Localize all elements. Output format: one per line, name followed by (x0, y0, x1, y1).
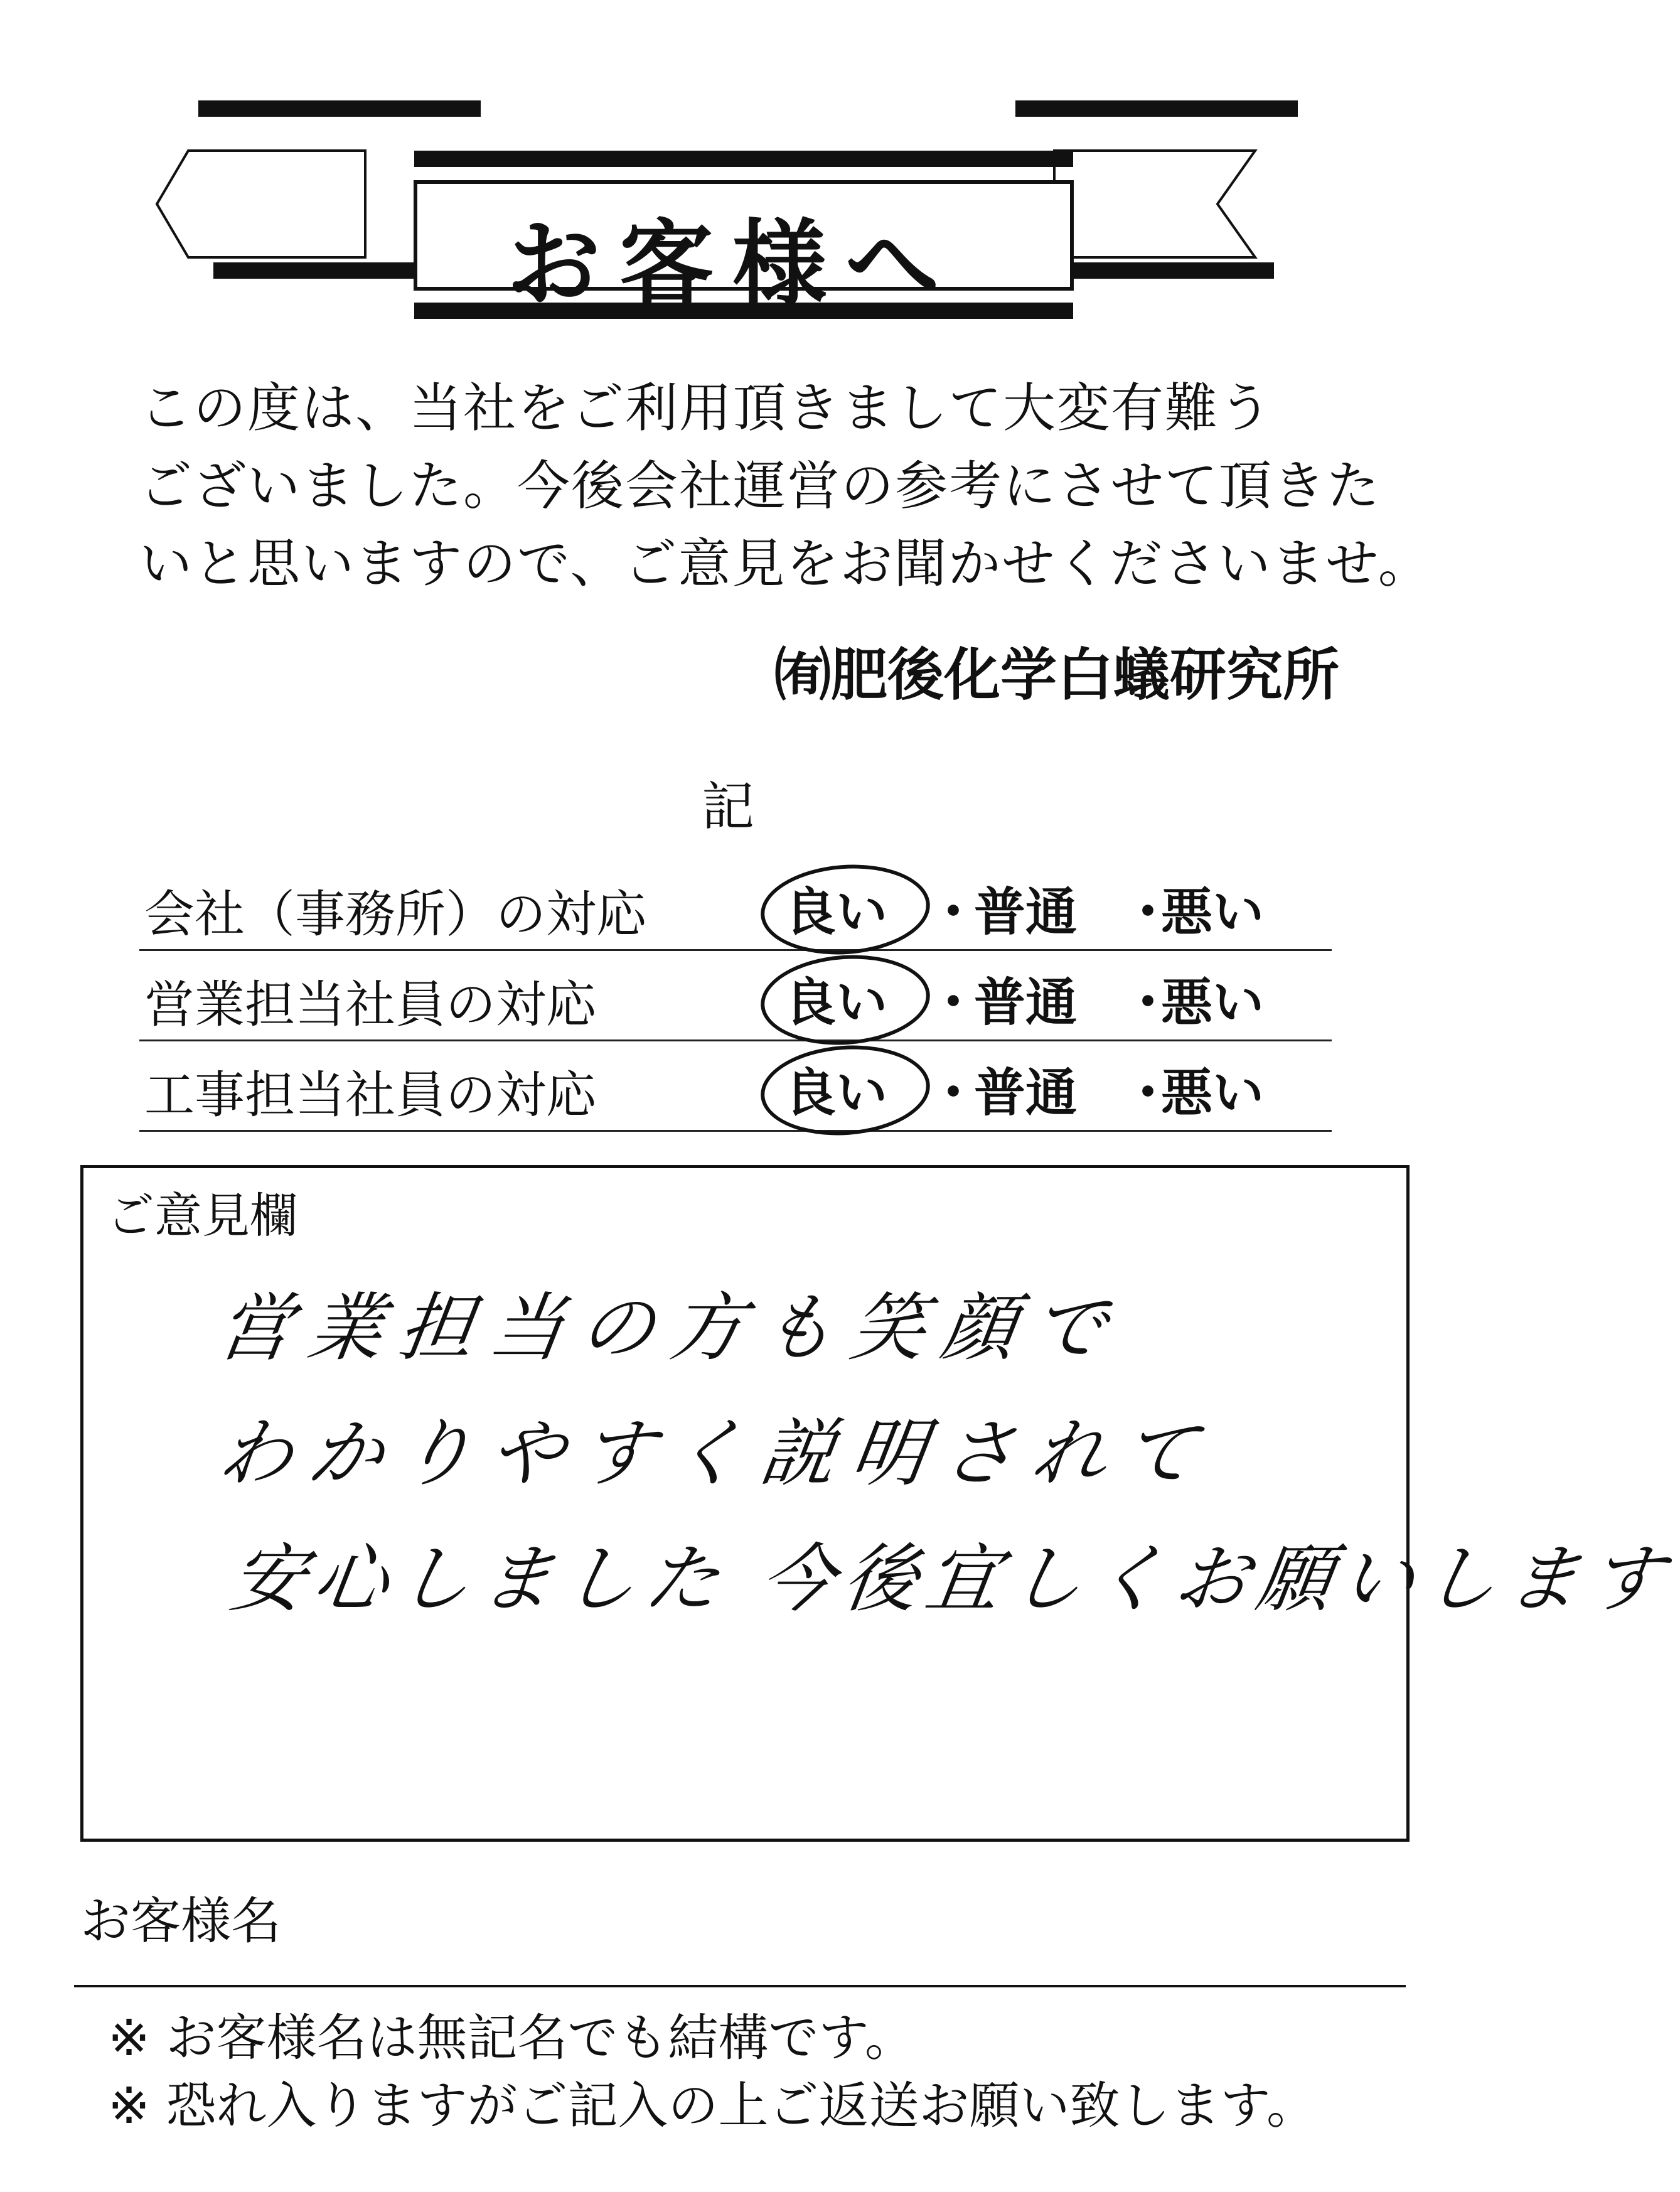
option-normal[interactable]: 普通 (974, 883, 1078, 942)
note-1: ※ お客様名は無記名でも結構です。 (108, 2009, 916, 2067)
option-normal[interactable]: 普通 (974, 1063, 1078, 1123)
option-bad[interactable]: 悪い (1161, 1063, 1265, 1123)
handwritten-line-1: 営業担当の方も笑顔で (212, 1284, 1129, 1371)
separator: ・ (928, 1063, 980, 1123)
separator: ・ (928, 973, 980, 1033)
handwritten-line-3: 安心しました 今後宜しくお願いします (225, 1535, 1678, 1622)
opinion-box[interactable] (80, 1165, 1410, 1842)
customer-name-label: お客様名 (80, 1892, 281, 1950)
option-good[interactable]: 良い (784, 883, 888, 942)
handwritten-line-2: わかりやすく説明されて (212, 1410, 1219, 1496)
option-bad[interactable]: 悪い (1161, 973, 1265, 1033)
opinion-label: ご意見欄 (107, 1188, 297, 1244)
customer-name-field[interactable] (74, 1985, 1406, 1987)
company-name: ㈲肥後化学白蟻研究所 (774, 642, 1339, 708)
separator: ・ (1122, 1063, 1174, 1123)
intro-line-1: この度は、当社をご利用頂きまして大変有難う (139, 377, 1273, 439)
note-2: ※ 恐れ入りますがご記入の上ご返送お願い致します。 (108, 2076, 1317, 2135)
rating-row-sales (139, 950, 1332, 1041)
rating-row-office (139, 860, 1332, 951)
rating-label: 工事担当社員の対応 (144, 1066, 596, 1124)
record-heading: 記 (702, 776, 755, 837)
option-normal[interactable]: 普通 (974, 973, 1078, 1033)
intro-line-2: ございました。今後会社運営の参考にさせて頂きた (139, 455, 1381, 517)
intro-line-3: いと思いますので、ご意見をお聞かせくださいませ。 (139, 533, 1432, 594)
separator: ・ (928, 883, 980, 942)
rating-label: 会社（事務所）の対応 (144, 885, 646, 943)
rating-row-construction (139, 1041, 1332, 1132)
option-good[interactable]: 良い (784, 973, 888, 1033)
option-bad[interactable]: 悪い (1161, 883, 1265, 942)
separator: ・ (1122, 973, 1174, 1033)
page-title: お客様へ (506, 209, 958, 320)
rating-label: 営業担当社員の対応 (144, 975, 596, 1034)
separator: ・ (1122, 883, 1174, 942)
option-good[interactable]: 良い (784, 1063, 888, 1123)
